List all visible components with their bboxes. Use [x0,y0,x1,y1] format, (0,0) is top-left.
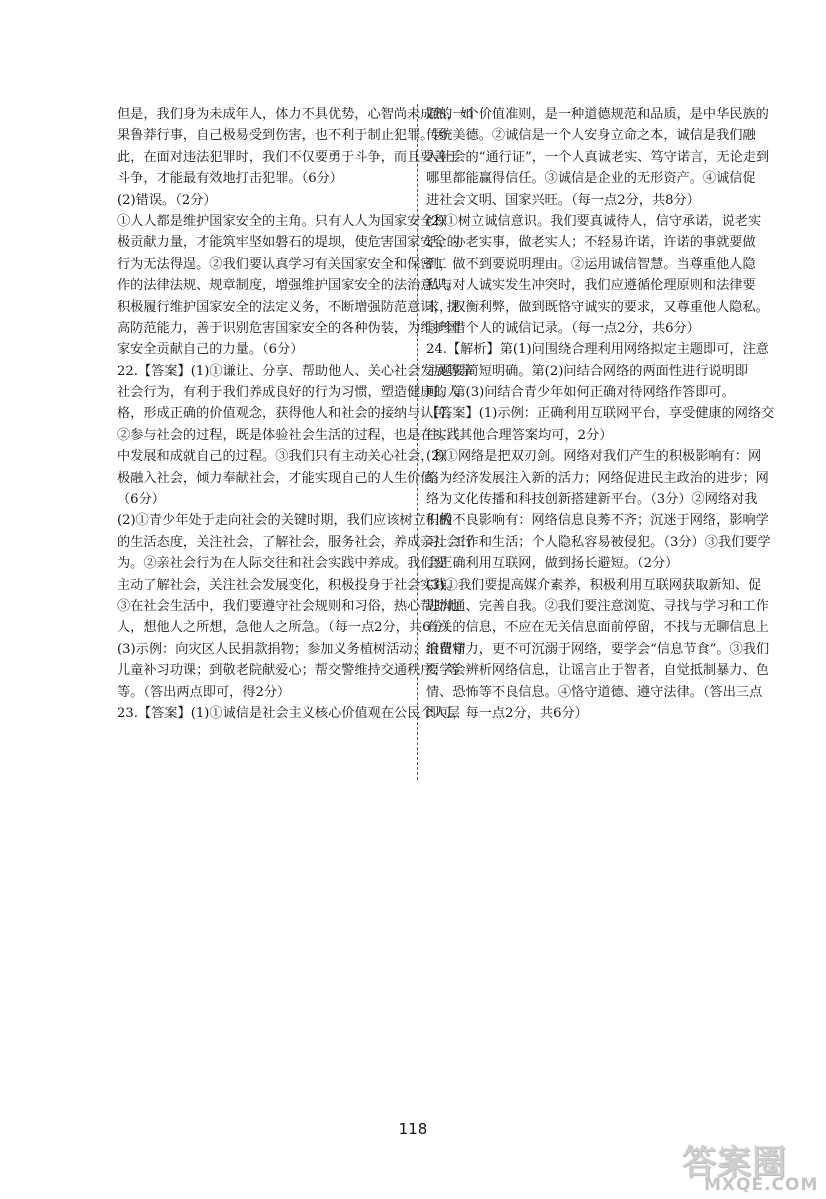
text-line: 情、恐怖等不良信息。④恪守道德、遵守法律。（答出三点 [426,684,763,700]
text-line: 果鲁莽行事，自己极易受到伤害，也不利于制止犯罪。因 [117,128,447,144]
text-line: 22.【答案】(1)①谦让、分享、帮助他人、关心社会发展等亲 [117,363,474,379]
text-line: 为。②亲社会行为在人际交往和社会实践中养成。我们要 [117,556,447,572]
text-line: 家安全贡献自己的力量。（6分） [117,342,304,358]
text-line: (2)①树立诚信意识。我们要真诚待人，信守承诺，说老实 [426,213,762,229]
text-line: （6分） [117,492,165,508]
text-line: 络为经济发展注入新的活力；网络促进民主政治的进步；网 [426,470,769,486]
right-column [426,104,775,724]
text-line: 传统美德。②诚信是一个人安身立命之本，诚信是我们融 [426,128,756,144]
text-line: ③在社会生活中，我们要遵守社会规则和习俗，热心帮助他 [117,598,460,614]
left-column [117,104,474,724]
text-line: 面的一个价值准则，是一种道德规范和品质，是中华民族的 [426,107,769,122]
text-line: 即可，每一点2分，共6分） [426,705,588,721]
text-line: 儿童补习功课；到敬老院献爱心；帮交警维持交通秩序；等 [117,663,460,679]
text-line: 络为文化传播和科技创新搭建新平台。（3分）②网络对我 [426,492,758,508]
watermark-url: MXQE.COM [704,1175,819,1195]
text-line: 的生活态度，关注社会，了解社会，服务社会，养成亲社会行 [117,534,474,550]
text-line: 积极履行维护国家安全的法定义务，不断增强防范意识，提 [117,299,460,315]
text-line: ①人人都是维护国家安全的主角。只有人人为国家安全积 [117,213,447,229]
text-line: 中发展和成就自己的过程。③我们只有主动关心社会，积 [117,449,447,465]
text-line: ③珍惜个人的诚信记录。（每一点2分，共6分） [426,320,700,336]
text-line: 23.【答案】(1)①诚信是社会主义核心价值观在公民个人层 [117,705,460,721]
text-line: 【答案】(1)示例：正确利用互联网平台，享受健康的网络交 [426,406,775,422]
text-line: 社会行为，有利于我们养成良好的行为习惯，塑造健康的人 [117,385,460,401]
text-line: ②参与社会的过程，既是体验社会生活的过程，也是在实践 [117,427,460,443]
text-line: 极融入社会，倾力奉献社会，才能实现自己的人生价值。 [117,470,447,486]
text-line: 私与对人诚实发生冲突时，我们应遵循伦理原则和法律要 [426,278,756,294]
text-line: 进沟通、完善自我。②我们要注意浏览、寻找与学习和工作 [426,598,769,614]
text-line: 到，做不到要说明理由。②运用诚信智慧。当尊重他人隐 [426,256,756,272]
text-line: 们的不良影响有：网络信息良莠不齐；沉迷于网络，影响学 [426,513,769,529]
text-line: 哪里都能赢得信任。③诚信是企业的无形资产。④诚信促 [426,171,756,187]
text-line: (2)错误。（2分） [117,192,217,208]
text-line: (3)示例：向灾区人民捐款捐物；参加义务植树活动；给留守 [117,641,466,657]
text-line: (3)①我们要提高媒介素养，积极利用互联网获取新知、促 [426,577,762,593]
page-number: 118 [398,1120,428,1138]
watermark-top: 答案圈 [682,1143,787,1183]
text-line: 高防范能力，善于识别危害国家安全的各种伪装，为维护国 [117,320,460,336]
text-line: 主动了解社会，关注社会发展变化，积极投身于社会实践。 [117,577,460,593]
text-line: 此，在面对违法犯罪时，我们不仅要勇于斗争，而且要善于 [117,149,460,165]
text-line: 往。（其他合理答案均可，2分） [426,427,613,443]
text-line: 等。（答出两点即可，得2分） [117,684,291,700]
text-line: 主题要简短明确。第(2)问结合网络的两面性进行说明即 [426,363,748,379]
text-line: 24.【解析】第(1)问围绕合理利用网络拟定主题即可，注意 [426,342,769,358]
text-line: 会正确利用互联网，做到扬长避短。（2分） [426,556,679,572]
text-line: 人，想他人之所想，急他人之所急。（每一点2分，共6分） [117,620,457,636]
watermark-logo [682,1135,819,1195]
text-line: 进社会文明、国家兴旺。（每一点2分，共8分） [426,192,700,208]
text-line: 有关的信息，不应在无关信息面前停留，不找与无聊信息上 [426,620,769,636]
text-line: 求，权衡利弊，做到既恪守诚实的要求，又尊重他人隐私。 [426,299,769,315]
text-line: 浪费精力，更不可沉溺于网络，要学会“信息节食”。③我们 [426,641,770,657]
text-line: 格，形成正确的价值观念，获得他人和社会的接纳与认可。 [117,406,460,422]
text-line: 斗争，才能最有效地打击犯罪。（6分） [117,171,343,187]
text-line: (2)①网络是把双刃剑。网络对我们产生的积极影响有：网 [426,449,762,465]
text-line: 话，办老实事，做老实人；不轻易许诺，许诺的事就要做 [426,235,756,251]
text-line: 可。第(3)问结合青少年如何正确对待网络作答即可。 [426,385,735,401]
text-line: 要学会辨析网络信息，让谣言止于智者，自觉抵制暴力、色 [426,663,769,679]
text-line: 入社会的“通行证”，一个人真诚老实、笃守诺言，无论走到 [426,149,770,165]
column-divider [417,104,418,780]
text-line: 习、工作和生活；个人隐私容易被侵犯。（3分）③我们要学 [426,534,771,550]
text-line: 行为无法得逞。②我们要认真学习有关国家安全和保密工 [117,256,447,272]
text-line: (2)①青少年处于走向社会的关键时期，我们应该树立积极 [117,513,453,529]
text-line: 极贡献力量，才能筑牢坚如磐石的堤坝，使危害国家安全的 [117,235,460,251]
text-line: 但是，我们身为未成年人，体力不具优势，心智尚未成熟，如 [117,107,474,122]
text-line: 作的法律法规、规章制度，增强维护国家安全的法治意识。 [117,278,460,294]
